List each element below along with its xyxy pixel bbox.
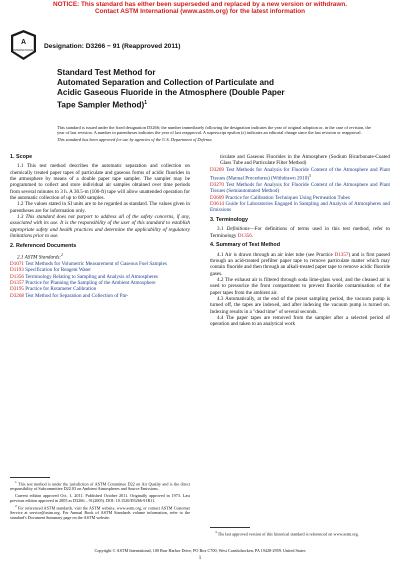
document-title bbox=[57, 68, 357, 111]
standard-note-text: This standard is issued under the fixed designation D3266; the number immediately following the designation indicates the year of original adoption or, in the case of revision, the year of last revision. A number in parentheses indicates the year of last reapproval. A superscript epsilon (ε) indicates an editorial change since the last revision or reapproval. bbox=[57, 125, 371, 136]
reference-item[interactable] bbox=[210, 182, 390, 195]
footnote-1b: Current edition approved Oct. 1, 2011. Published October 2011. Originally approved in 1973. Last previous edition approved in 2005 as D3266 – 91(2005). DOI: 10.1520/D3266-91R11. bbox=[10, 492, 190, 503]
reference-code[interactable]: D1071 bbox=[10, 261, 24, 268]
reference-title[interactable]: Test Method for Separation and Collection of Par- bbox=[25, 292, 129, 299]
standard-note bbox=[57, 125, 379, 144]
reference-code[interactable]: D1356 bbox=[10, 273, 24, 280]
paragraph-4-2: 4.2 The exhaust air is filtered through soda lime-glass wool, and the cleaned air is used to pressurize the front compartment to prevent fluoride contamination of the paper tapes from the ambient air. bbox=[210, 276, 390, 296]
reference-code[interactable]: D3195 bbox=[10, 286, 24, 293]
definitions-label: Definitions bbox=[226, 226, 250, 233]
logo-text: INTERNATIONAL bbox=[13, 49, 34, 52]
section-scope-heading: 1. Scope bbox=[10, 154, 33, 160]
reference-title[interactable]: Terminology Relating to Sampling and Analysis of Atmospheres bbox=[25, 273, 159, 280]
astm-logo bbox=[10, 30, 37, 60]
notice-line-2: Contact ASTM International (www.astm.org) for the latest information bbox=[94, 8, 306, 16]
paragraph-4-1 bbox=[210, 252, 390, 277]
footnote-ref-3: 3 bbox=[308, 174, 311, 179]
title-line-3: Acidic Gaseous Fluoride in the Atmosphere (Double Paper bbox=[57, 88, 285, 97]
dod-approval-note: This standard has been approved for use by agencies of the U.S. Department of Defense. bbox=[57, 137, 213, 143]
paragraph-3-1-end: . bbox=[251, 232, 254, 239]
paragraph-2-1: 2.1 ASTM Standards: bbox=[17, 254, 62, 261]
reference-code[interactable]: D3609 bbox=[210, 194, 224, 201]
paragraph-4-4: 4.4 The paper tapes are removed from the sampler after a selected period of operation and taken to an analytical work bbox=[210, 315, 390, 328]
footnote-ref-2: 2 bbox=[61, 253, 63, 257]
section-summary-heading: 4. Summary of Test Method bbox=[210, 242, 280, 249]
reference-title[interactable]: Guide for Laboratories Engaged in Sampling and Analysis of Atmospheres and Emissions bbox=[210, 201, 390, 214]
right-column bbox=[210, 154, 390, 328]
paragraph-3-1-number: 3.1 bbox=[217, 226, 227, 233]
reference-title[interactable]: Test Methods for Volumetric Measurement of Gaseous Fuel Samples bbox=[25, 261, 167, 268]
copyright-footer: Copyright © ASTM International, 100 Barr Harbor Drive, PO Box C700, West Conshohocken, PA 19428-2959. United States bbox=[94, 548, 306, 553]
reference-code[interactable]: D3269 bbox=[210, 166, 224, 173]
title-footnote-ref: 1 bbox=[144, 100, 147, 106]
paragraph-1-1: 1.1 This test method describes the automatic separation and collection on chemically treated paper tapes of particulate and gaseous forms of acidic fluorides in the atmosphere by means of a double paper tape sampler. The sampler may be programmed to collect and store individual air samples obtained over time periods from several minutes to 3 h. A 30.5-m (100-ft) tape will allow unattended operation for the automatic collection of up to 600 samples. bbox=[10, 163, 190, 202]
reference-title[interactable]: Practice for Planning the Sampling of the Ambient Atmosphere bbox=[25, 280, 156, 287]
footnote-2-text: For referenced ASTM standards, visit the ASTM website, www.astm.org, or contact ASTM Customer Service at service@astm.org. For Annual Book of ASTM Standards volume information, refer to the standard's Document Summary page on the ASTM website. bbox=[10, 505, 190, 521]
reference-continued[interactable]: ticulate and Gaseous Fluorides in the Atmosphere (Sodium Bicarbonate-Coated Glass Tube and Particulate Filter Method) bbox=[220, 154, 390, 167]
paragraph-4-3: 4.3 Automatically, at the end of the preset sampling period, the vacuum pump is turned off, the tapes are indexed, and after indexing the vacuum pump is turned on. Indexing results in a "dead time" of several seconds. bbox=[210, 295, 390, 315]
paragraph-4-1-text-a: 4.1 Air is drawn through an air inlet tube (see Practice bbox=[217, 251, 335, 258]
terminology-link[interactable]: D1356 bbox=[237, 232, 252, 239]
svg-text:A: A bbox=[20, 39, 27, 46]
reference-item[interactable] bbox=[210, 167, 390, 182]
left-footnotes bbox=[10, 480, 190, 521]
paragraph-3-1-text: —For definitions of terms used in this test method, refer to Terminology bbox=[210, 226, 390, 239]
reference-code[interactable]: D3614 bbox=[210, 201, 224, 208]
title-line-1: Standard Test Method for bbox=[57, 68, 156, 77]
reference-title[interactable]: Test Methods for Analysis for Fluoride Content of the Atmosphere and Plant Tissues (Semiautomated Method) bbox=[210, 182, 390, 195]
title-line-4: Tape Sampler Method) bbox=[57, 100, 145, 110]
right-footnotes bbox=[210, 530, 390, 538]
reference-code[interactable]: D1193 bbox=[10, 267, 24, 274]
footnote-divider-right bbox=[210, 527, 250, 528]
reference-title[interactable]: Specification for Reagent Water bbox=[25, 267, 91, 274]
reference-code[interactable]: D3270 bbox=[210, 182, 224, 189]
footnote-3-text: The last approved version of this historical standard is referenced on www.astm.org. bbox=[217, 531, 359, 537]
practice-link[interactable]: D1357 bbox=[334, 251, 349, 258]
section-references-heading: 2. Referenced Documents bbox=[10, 242, 77, 249]
reference-title[interactable]: Test Methods for Analysis for Fluoride Content of the Atmosphere and Plant Tissues (Manual Procedures) (Withdrawn 2010) bbox=[210, 166, 390, 182]
reference-title[interactable]: Practice for Calibration Techniques Using Permeation Tubes bbox=[225, 194, 350, 201]
paragraph-1-3: 1.3 This standard does not purport to address all of the safety concerns, if any, associated with its use. It is the responsibility of the user of this standard to establish appropriate safety and health practices and determine the applicability of regulatory limitations prior to use. bbox=[10, 214, 190, 240]
notice-line-1: NOTICE: This standard has either been superseded and replaced by a new version or withdrawn. bbox=[52, 1, 348, 8]
reference-code[interactable]: D1357 bbox=[10, 280, 24, 287]
paragraph-4-1-text-b: ) and is first passed through an acid-treated prefilter paper tape to remove particulate matter which may contain fluoride and then through an alkali-treated paper tape to remove acidic fluoride gases. bbox=[210, 251, 390, 277]
section-terminology-heading: 3. Terminology bbox=[210, 217, 248, 223]
reference-item[interactable] bbox=[10, 293, 190, 299]
reference-title[interactable]: Practice for Rotameter Calibration bbox=[25, 286, 97, 293]
paragraph-3-1 bbox=[210, 226, 390, 239]
footnote-3: $^3$ The last approved version of this historical standard is referenced on www.astm.org. bbox=[215, 530, 359, 537]
title-line-2: Automated Separation and Collection of Particulate and bbox=[57, 78, 274, 87]
reference-item[interactable] bbox=[210, 201, 390, 214]
footnote-divider-left bbox=[10, 477, 50, 478]
left-column bbox=[10, 154, 190, 299]
paragraph-1-2: 1.2 The values stated in SI units are to be regarded as standard. The values given in parentheses are for information only. bbox=[10, 201, 190, 214]
page-number: 1 bbox=[198, 556, 202, 561]
footnote-1: $^1$ This test method is under the jurisdiction of ASTM Committee D22 on Air Quality and is the direct responsibility of Subcommittee D22.03 on Ambient Atmospheres and Source Emissions. bbox=[10, 480, 190, 492]
footnote-1-text: This test method is under the jurisdiction of ASTM Committee D22 on Air Quality and is the direct responsibility of Subcommittee D22.03 on Ambient Atmospheres and Source Emissions. bbox=[10, 481, 190, 492]
designation: Designation: D3266 − 91 (Reapproved 2011) bbox=[44, 43, 181, 50]
reference-code[interactable]: D3268 bbox=[10, 292, 24, 299]
withdrawn-notice bbox=[0, 1, 400, 16]
footnote-2: $^2$ For referenced ASTM standards, visit the ASTM website, www.astm.org, or contact ASTM Customer Service at service@astm.org. For Annual Book of ASTM Standards volume information, refer to the standard's Document Summary page on the ASTM website. bbox=[10, 503, 190, 521]
